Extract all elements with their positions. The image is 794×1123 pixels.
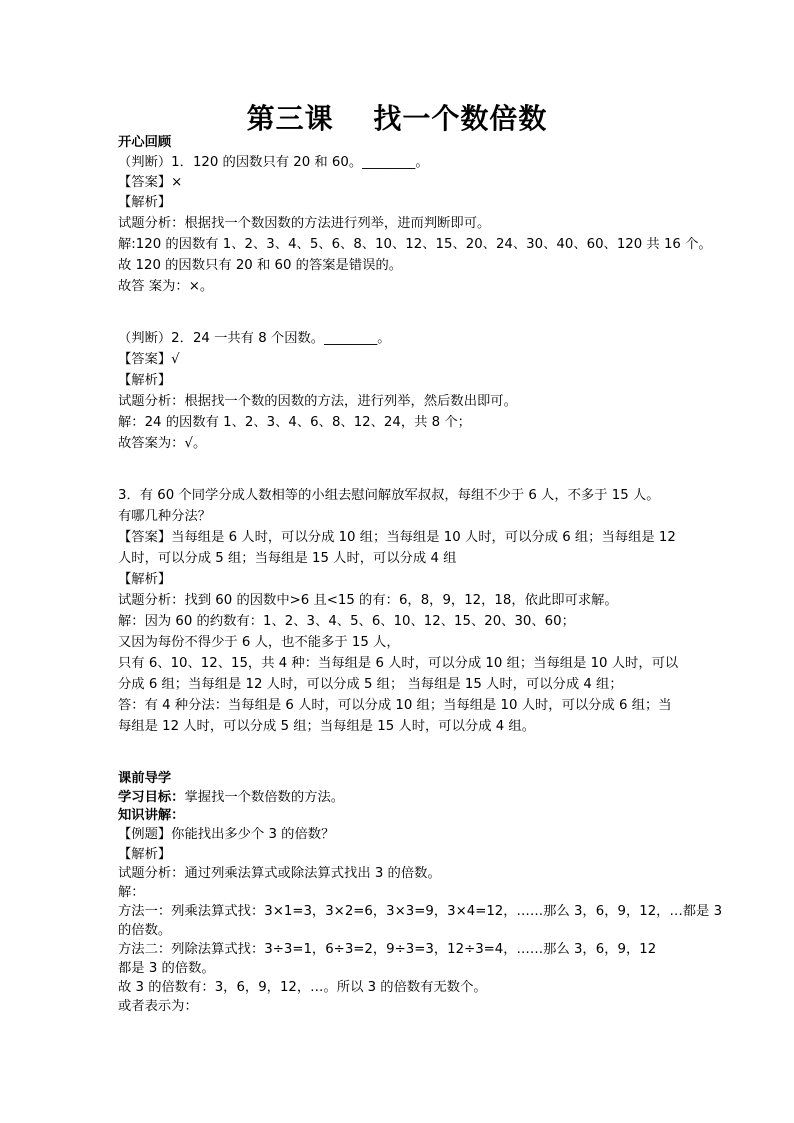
q1-final-answer: 故答 案为：×。: [118, 279, 214, 294]
q2-analysis-label: 【解析】: [118, 373, 172, 388]
q3-solution-line-4: 分成 6 组；当每组是 12 人时，可以分成 5 组； 当每组是 15 人时，可以分成 4 组；: [118, 677, 623, 692]
q2-final-answer: 故答案为：√。: [118, 436, 207, 451]
q1-analysis: 试题分析：根据找一个数因数的方法进行列举，进而判断即可。: [118, 216, 491, 231]
q2-analysis: 试题分析：根据找一个数的因数的方法，进行列举，然后数出即可。: [118, 394, 517, 409]
q3-solution-line-1: 解：因为 60 的约数有：1、2、3、4、5、6、10、12、15、20、30、60；: [118, 614, 575, 629]
q3-analysis: 试题分析：找到 60 的因数中>6 且<15 的有：6，8，9，12，18，依此即可求解。: [118, 593, 618, 608]
q1-solution-line-2: 故 120 的因数只有 20 和 60 的答案是错误的。: [118, 258, 403, 273]
q3-solution-line-3: 只有 6、10、12、15，共 4 种：当每组是 6 人时，可以分成 10 组；当每组是 10 人时，可以: [118, 656, 679, 671]
learning-goal-text: 掌握找一个数倍数的方法。: [184, 790, 345, 805]
lesson-title: 第三课 找一个数倍数: [246, 102, 548, 135]
q3-solution-line-5: 答：有 4 种分法：当每组是 6 人时，可以分成 10 组；当每组是 10 人时，可以分成 6 组；当: [118, 698, 672, 713]
q1-solution-line-1: 解:120 的因数有 1、2、3、4、5、6、8、10、12、15、20、24、30、40、60、120 共 16 个。: [118, 237, 712, 252]
alternate-representation: 或者表示为：: [118, 999, 198, 1014]
q2-solution: 解：24 的因数有 1、2、3、4、6、8、12、24，共 8 个；: [118, 415, 471, 430]
learning-goal-label: 学习目标：: [118, 790, 185, 805]
q3-analysis-label: 【解析】: [118, 572, 172, 587]
example-question: 【例题】你能找出多少个 3 的倍数？: [118, 827, 335, 842]
knowledge-heading: 知识讲解：: [118, 808, 185, 823]
example-analysis-label: 【解析】: [118, 847, 172, 862]
q1-question: （判断）1．120 的因数只有 20 和 60。________。: [118, 155, 429, 170]
q3-solution-line-6: 每组是 12 人时，可以分成 5 组；当每组是 15 人时，可以分成 4 组。: [118, 719, 535, 734]
q2-answer: 【答案】√: [118, 352, 180, 367]
q3-question-line-2: 有哪几种分法？: [118, 509, 212, 524]
q1-answer: 【答案】×: [118, 175, 183, 190]
example-solution-label: 解：: [118, 885, 145, 900]
q3-answer-line-1: 【答案】当每组是 6 人时，可以分成 10 组；当每组是 10 人时，可以分成 6 组；当每组是 12: [118, 530, 676, 545]
example-analysis: 试题分析：通过列乘法算式或除法算式找出 3 的倍数。: [118, 866, 441, 881]
method-one-line-1: 方法一：列乘法算式找：3×1=3，3×2=6，3×3=9，3×4=12，……那么 3，6，9，12，…都是 3: [118, 904, 723, 919]
method-two-line-2: 都是 3 的倍数。: [118, 961, 215, 976]
q3-answer-line-2: 人时，可以分成 5 组；当每组是 15 人时，可以分成 4 组: [118, 551, 457, 566]
section-heading-preview: 课前导学: [118, 771, 172, 786]
method-one-line-2: 的倍数。: [118, 923, 172, 938]
q3-question-line-1: 3．有 60 个同学分成人数相等的小组去慰问解放军叔叔，每组不少于 6 人，不多于 15 人。: [118, 488, 660, 503]
section-heading-review: 开心回顾: [118, 135, 172, 150]
q2-question: （判断）2．24 一共有 8 个因数。________。: [118, 331, 391, 346]
example-conclusion: 故 3 的倍数有：3，6，9，12，…。所以 3 的倍数有无数个。: [118, 980, 487, 995]
learning-goal: [118, 788, 344, 808]
q3-solution-line-2: 又因为每份不得少于 6 人，也不能多于 15 人，: [118, 635, 400, 650]
q1-analysis-label: 【解析】: [118, 195, 172, 210]
method-two-line-1: 方法二：列除法算式找：3÷3=1，6÷3=2，9÷3=3，12÷3=4，……那么 3，6，9，12: [118, 942, 657, 957]
